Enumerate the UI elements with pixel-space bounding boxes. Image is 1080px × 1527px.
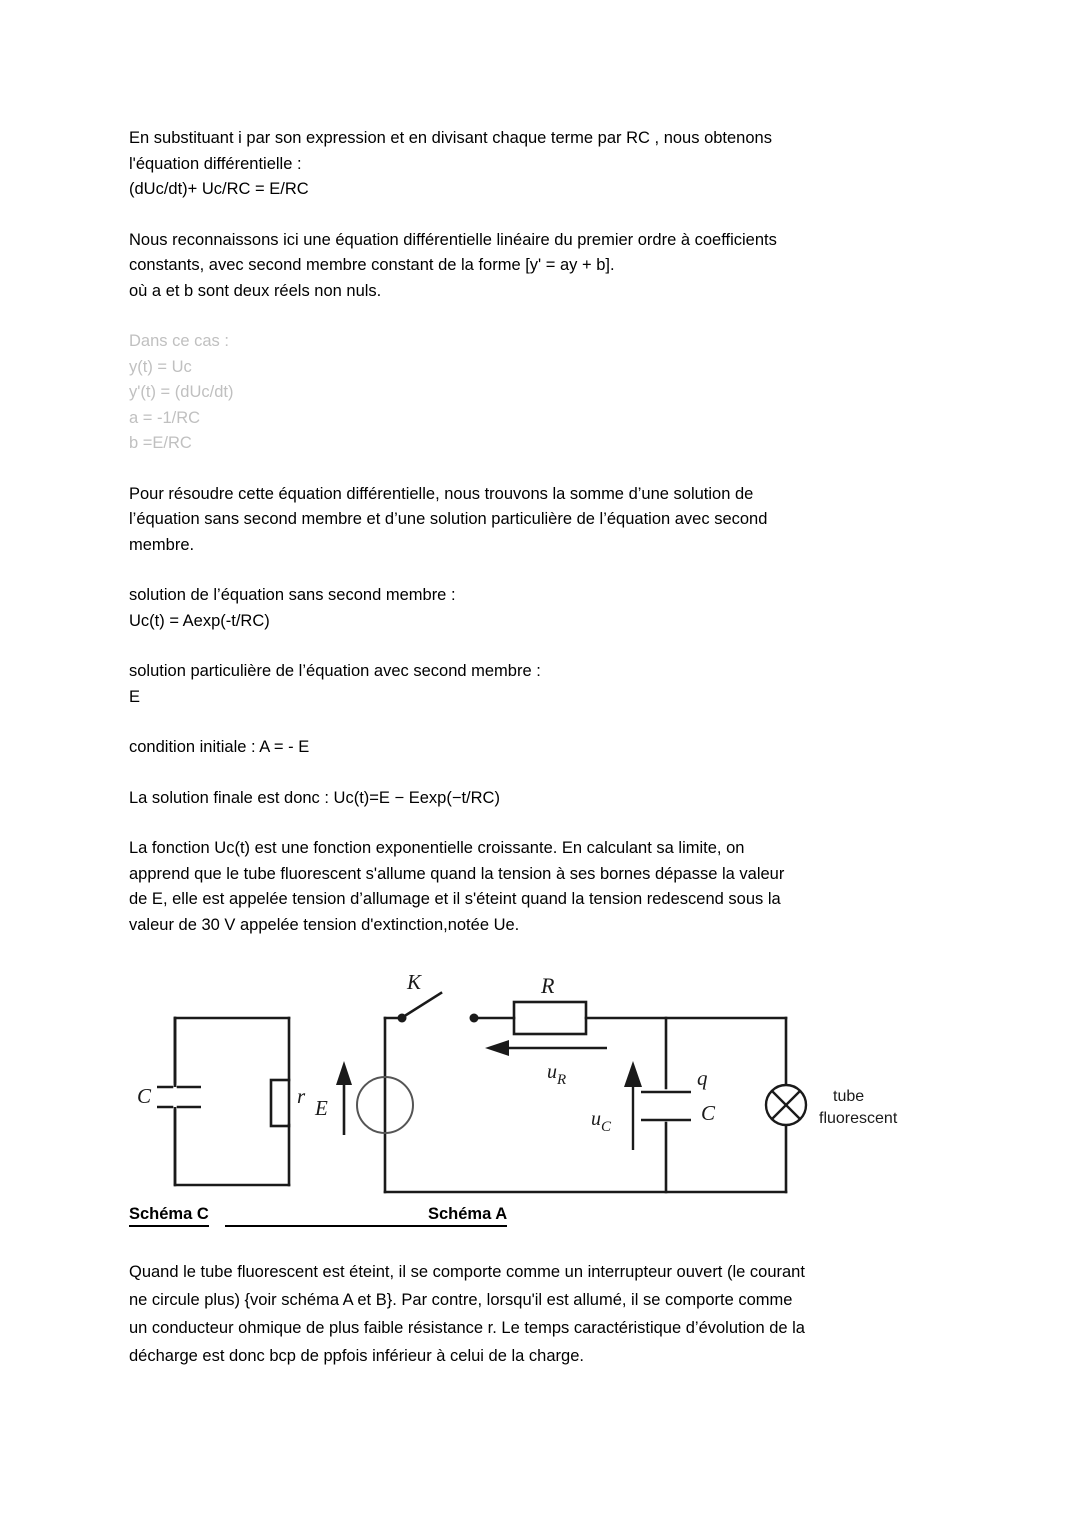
paragraph-homogeneous-solution xyxy=(129,583,949,634)
circuit-diagram-svg xyxy=(129,975,959,1210)
text-line: valeur de 30 V appelée tension d'extinction,notée Ue. xyxy=(129,915,520,934)
text-line: décharge est donc bcp de ppfois inférieur à celui de la charge. xyxy=(129,1347,584,1365)
paragraph-tube-behaviour xyxy=(129,836,949,938)
spacer xyxy=(129,761,949,786)
figure-captions xyxy=(129,1205,959,1233)
label-voltage-uc: $u_C$ xyxy=(591,1108,612,1135)
text-line: constants, avec second membre constant de la forme [y' = ay + b]. xyxy=(129,256,615,274)
text-line: apprend que le tube fluorescent s'allume quand la tension à ses bornes dépasse la valeur xyxy=(129,864,785,883)
label-capacitor-c-right: C xyxy=(701,1101,716,1125)
label-capacitor-c-left: C xyxy=(137,1084,152,1108)
paragraph-case-definitions xyxy=(129,329,949,457)
switch-k-blade xyxy=(403,993,441,1017)
text-line: un conducteur ohmique de plus faible résistance r. Le temps caractéristique d’évolution de la xyxy=(129,1319,805,1337)
spacer xyxy=(129,811,949,836)
caption-schema-a: Schéma A xyxy=(428,1205,507,1227)
document-body xyxy=(129,126,949,938)
resistor-R-symbol xyxy=(514,1002,586,1034)
paragraph-tube-states xyxy=(129,1258,954,1370)
equation-differential: (dUc/dt)+ Uc/RC = E/RC xyxy=(129,180,309,198)
switch-k-contact-right xyxy=(470,1014,479,1023)
paragraph-recognition xyxy=(129,228,949,305)
text-line: Nous reconnaissons ici une équation différentielle linéaire du premier ordre à coefficients xyxy=(129,230,777,249)
label-resistor-R: R xyxy=(541,975,555,998)
spacer xyxy=(129,203,949,228)
circuit-diagram-figure xyxy=(129,975,959,1210)
text-line: l'équation différentielle : xyxy=(129,154,302,173)
text-line: solution particulière de l’équation avec second membre : xyxy=(129,662,541,680)
paragraph-particular-solution xyxy=(129,659,949,710)
text-line: y(t) = Uc xyxy=(129,357,192,376)
equation-particular: E xyxy=(129,687,141,706)
equation-homogeneous: Uc(t) = Aexp(-t/RC) xyxy=(129,611,270,630)
text-line: b =E/RC xyxy=(129,434,192,452)
equation-initial-condition: condition initiale : A = - E xyxy=(129,738,310,756)
text-line: La fonction Uc(t) est une fonction exponentielle croissante. En calculant sa limite, on xyxy=(129,839,745,857)
caption-schema-c: Schéma C xyxy=(129,1205,209,1227)
spacer xyxy=(129,457,949,482)
text-line: Dans ce cas : xyxy=(129,332,229,350)
paragraph-final-solution xyxy=(129,786,949,812)
spacer xyxy=(129,634,949,659)
text-line: a = -1/RC xyxy=(129,408,201,427)
text-line: ne circule plus) {voir schéma A et B}. Par contre, lorsqu'il est allumé, il se comporte comme xyxy=(129,1291,793,1309)
arrow-uc-head xyxy=(624,1061,642,1087)
spacer xyxy=(129,710,949,735)
spacer xyxy=(129,304,949,329)
label-source-e: E xyxy=(315,1096,328,1120)
paragraph-substitution xyxy=(129,126,949,203)
resistor-r-symbol xyxy=(271,1080,289,1126)
label-charge-q: q xyxy=(697,1066,708,1090)
text-line: En substituant i par son expression et en divisant chaque terme par RC , nous obtenons xyxy=(129,129,772,147)
label-tube-line1: tube xyxy=(833,1088,865,1105)
text-line: de E, elle est appelée tension d’allumage et il s'éteint quand la tension redescend sous la xyxy=(129,890,781,908)
text-line: Quand le tube fluorescent est éteint, il se comporte comme un interrupteur ouvert (le courant xyxy=(129,1263,805,1281)
text-line: solution de l’équation sans second membre : xyxy=(129,586,456,604)
arrow-e-head xyxy=(336,1061,352,1085)
label-tube-line2: fluorescent xyxy=(819,1110,898,1127)
paragraph-initial-condition xyxy=(129,735,949,761)
text-line: Pour résoudre cette équation différentielle, nous trouvons la somme d’une solution de xyxy=(129,484,754,503)
label-resistor-r: r xyxy=(297,1084,306,1108)
arrow-ur-head xyxy=(485,1040,509,1056)
text-line: l’équation sans second membre et d’une solution particulière de l’équation avec second xyxy=(129,510,768,528)
equation-final-solution: La solution finale est donc : Uc(t)=E − Eexp(−t/RC) xyxy=(129,788,500,807)
text-line: membre. xyxy=(129,535,195,554)
label-switch-k: K xyxy=(407,975,422,994)
spacer xyxy=(129,558,949,583)
caption-underline-rule xyxy=(225,1205,428,1227)
switch-k-contact-left xyxy=(398,1014,407,1023)
text-line: y'(t) = (dUc/dt) xyxy=(129,383,234,401)
paragraph-resolution-method xyxy=(129,482,949,559)
label-voltage-ur: $u_R$ xyxy=(547,1061,567,1088)
text-line: où a et b sont deux réels non nuls. xyxy=(129,281,382,300)
